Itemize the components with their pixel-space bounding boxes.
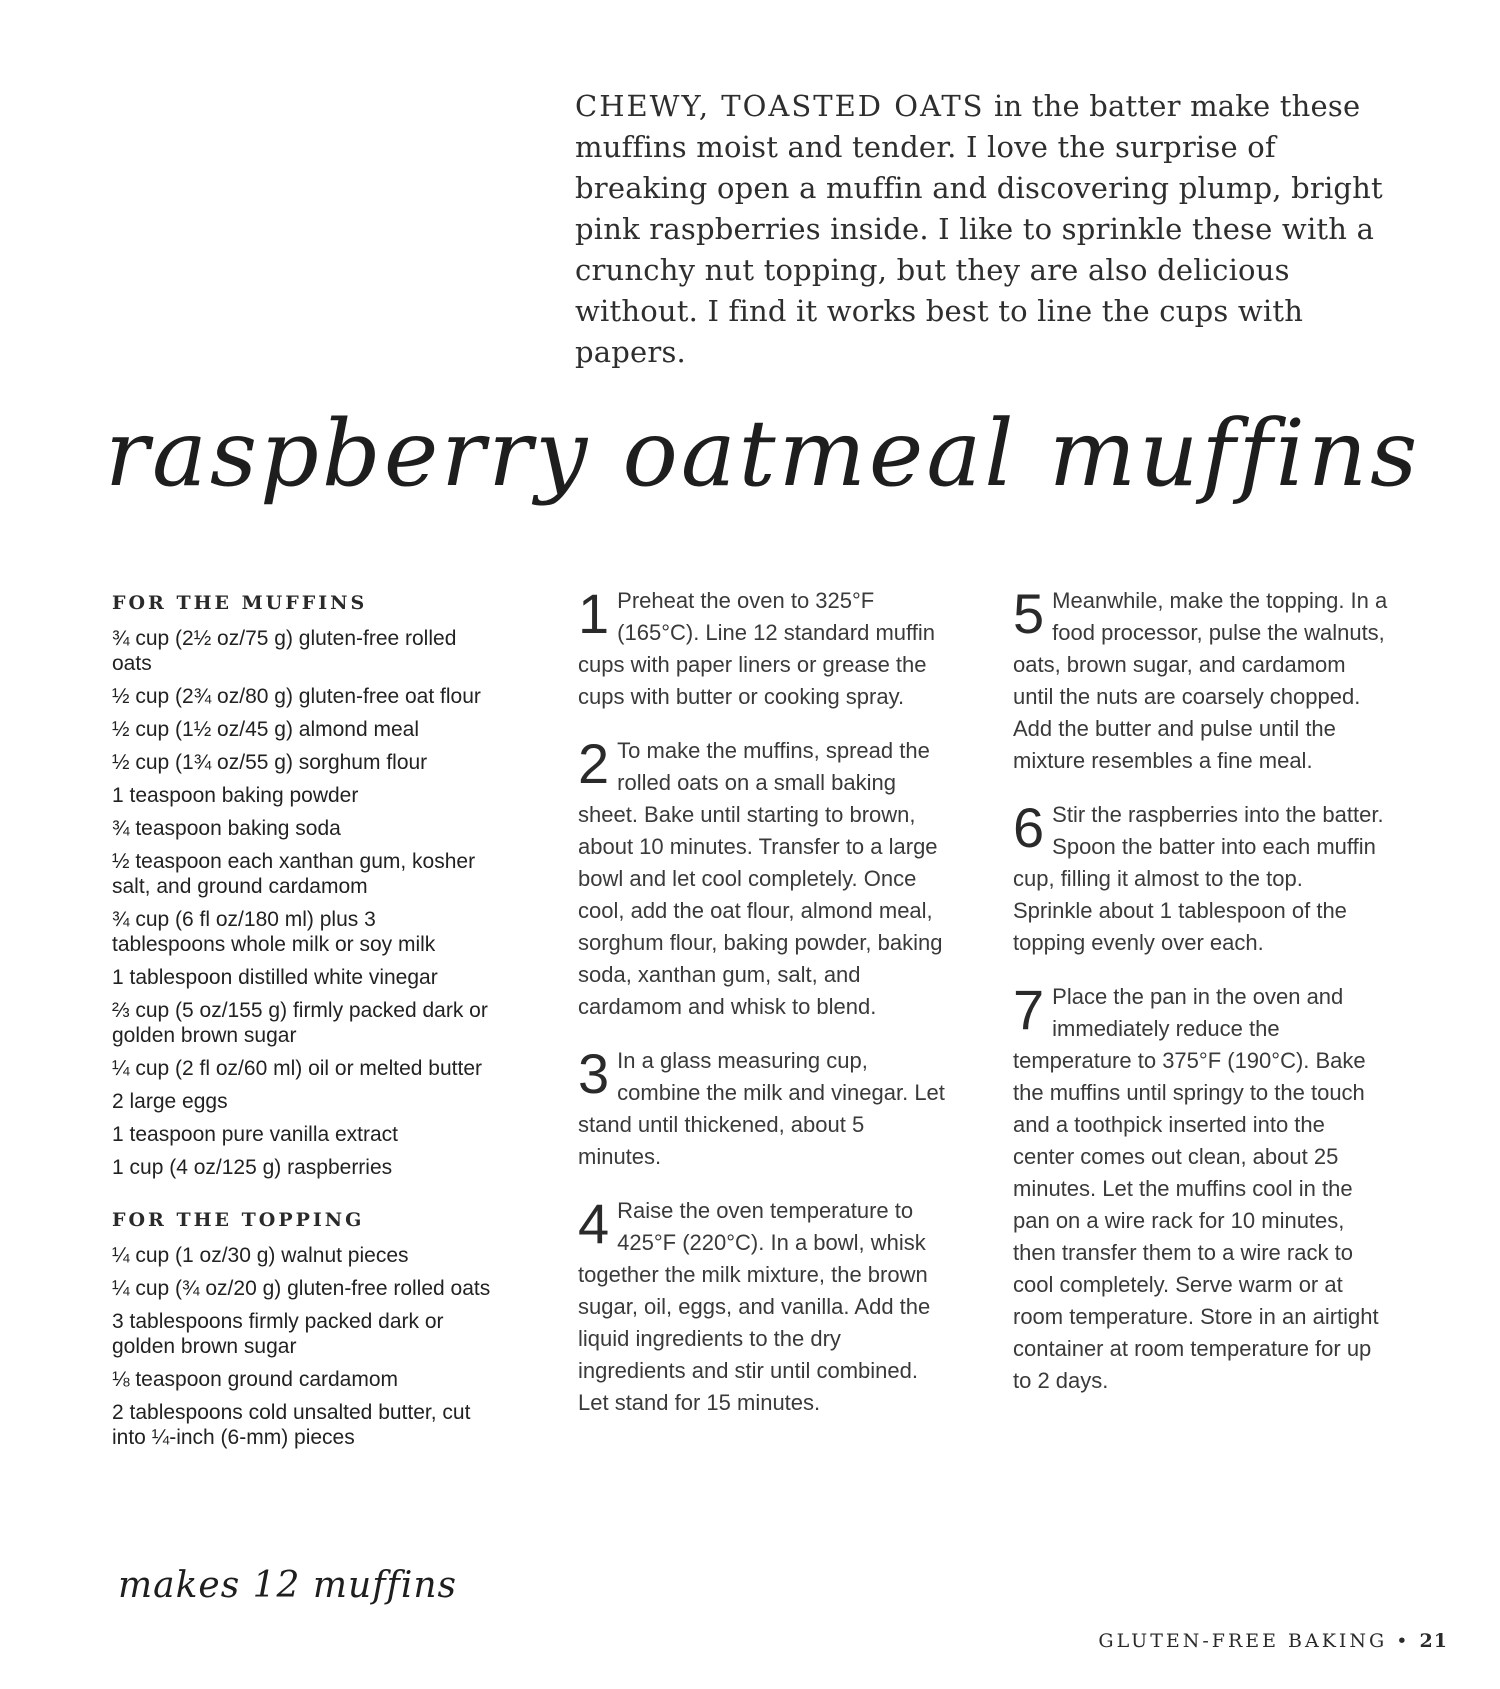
- ingredient-item: 1 tablespoon distilled white vinegar: [112, 966, 438, 989]
- ingredient-item: 3 tablespoons firmly packed dark or golden brown sugar: [112, 1310, 444, 1358]
- page-number: 21: [1419, 1630, 1448, 1652]
- page-footer: [1098, 1630, 1448, 1652]
- step-7: [1013, 978, 1388, 1397]
- step-5: [1013, 582, 1388, 777]
- ingredient-item: ⅔ cup (5 oz/155 g) firmly packed dark or golden brown sugar: [112, 999, 488, 1047]
- muffins-ingredient-list: [112, 626, 492, 1180]
- topping-heading: FOR THE TOPPING: [112, 1209, 365, 1231]
- step-number: 4: [578, 1192, 610, 1255]
- ingredient-item: ½ teaspoon each xanthan gum, kosher salt, and ground cardamom: [112, 850, 476, 898]
- step-text: Place the pan in the oven and immediately reduce the temperature to 375°F (190°C). Bake the muffins until springy to the touch and a toothpick inserted into the center comes out clean, about 25 minutes. Let the muffins cool in the pan on a wire rack for 10 minutes, then transfer them to a wire rack to cool completely. Serve warm or at room temperature. Store in an airtight container at room temperature for up to 2 days.: [1013, 984, 1379, 1393]
- ingredient-item: ½ cup (2¾ oz/80 g) gluten-free oat flour: [112, 685, 481, 708]
- recipe-yield: makes 12 muffins: [118, 1565, 458, 1606]
- ingredient-item: 1 cup (4 oz/125 g) raspberries: [112, 1156, 393, 1179]
- steps-column-1: [578, 582, 953, 1441]
- ingredient-item: ½ cup (1½ oz/45 g) almond meal: [112, 718, 420, 741]
- muffins-heading: FOR THE MUFFINS: [112, 592, 368, 614]
- ingredient-item: 2 tablespoons cold unsalted butter, cut into ¼-inch (6-mm) pieces: [112, 1401, 471, 1449]
- ingredient-item: ¼ cup (¾ oz/20 g) gluten-free rolled oats: [112, 1277, 491, 1300]
- ingredients-column: [112, 591, 492, 1458]
- ingredient-item: 2 large eggs: [112, 1090, 228, 1113]
- step-text: Raise the oven temperature to 425°F (220°C). In a bowl, whisk together the milk mixture, the brown sugar, oil, eggs, and vanilla. Add the liquid ingredients to the dry ingredients and stir until combined. Let stand for 15 minutes.: [578, 1198, 931, 1415]
- step-text: Stir the raspberries into the batter. Spoon the batter into each muffin cup, filling it almost to the top. Sprinkle about 1 tablespoon of the topping evenly over each.: [1013, 802, 1384, 955]
- topping-ingredient-list: [112, 1243, 492, 1450]
- recipe-title: raspberry oatmeal muffins: [105, 400, 1421, 507]
- steps-column-2: [1013, 582, 1388, 1419]
- step-2: [578, 732, 953, 1023]
- ingredient-item: ½ cup (1¾ oz/55 g) sorghum flour: [112, 751, 428, 774]
- ingredient-item: ¾ cup (2½ oz/75 g) gluten-free rolled oats: [112, 627, 457, 675]
- step-number: 2: [578, 732, 610, 795]
- step-text: In a glass measuring cup, combine the milk and vinegar. Let stand until thickened, about 5 minutes.: [578, 1048, 945, 1169]
- ingredient-item: ¾ cup (6 fl oz/180 ml) plus 3 tablespoons whole milk or soy milk: [112, 908, 436, 956]
- step-6: [1013, 796, 1388, 959]
- step-number: 7: [1013, 978, 1045, 1041]
- step-text: Meanwhile, make the topping. In a food processor, pulse the walnuts, oats, brown sugar, and cardamom until the nuts are coarsely chopped. Add the butter and pulse until the mixture resembles a fine meal.: [1013, 588, 1388, 773]
- step-1: [578, 582, 953, 713]
- step-text: To make the muffins, spread the rolled oats on a small baking sheet. Bake until starting to brown, about 10 minutes. Transfer to a large bowl and let cool completely. Once cool, add the oat flour, almond meal, sorghum flour, baking powder, baking soda, xanthan gum, salt, and cardamom and whisk to blend.: [578, 738, 943, 1019]
- step-4: [578, 1192, 953, 1419]
- step-text: Preheat the oven to 325°F (165°C). Line 12 standard muffin cups with paper liners or grease the cups with butter or cooking spray.: [578, 588, 935, 709]
- step-number: 5: [1013, 582, 1045, 645]
- ingredient-item: ¼ cup (1 oz/30 g) walnut pieces: [112, 1244, 409, 1267]
- book-title: GLUTEN-FREE BAKING: [1098, 1630, 1388, 1652]
- step-number: 6: [1013, 796, 1045, 859]
- intro-lead: CHEWY, TOASTED OATS: [575, 89, 985, 123]
- ingredient-item: ¾ teaspoon baking soda: [112, 817, 341, 840]
- ingredient-item: 1 teaspoon pure vanilla extract: [112, 1123, 399, 1146]
- intro-text: in the batter make these muffins moist and tender. I love the surprise of breaking open a muffin and discovering plump, bright pink raspberries inside. I like to sprinkle these with a crunchy nut topping, but they are also delicious without. I find it works best to line the cups with papers.: [575, 89, 1383, 369]
- ingredient-item: 1 teaspoon baking powder: [112, 784, 359, 807]
- footer-separator: •: [1396, 1630, 1411, 1652]
- step-number: 3: [578, 1042, 610, 1105]
- step-number: 1: [578, 582, 610, 645]
- ingredient-item: ¼ cup (2 fl oz/60 ml) oil or melted butter: [112, 1057, 482, 1080]
- intro-paragraph: [575, 86, 1415, 373]
- step-3: [578, 1042, 953, 1173]
- ingredient-item: ⅛ teaspoon ground cardamom: [112, 1368, 399, 1391]
